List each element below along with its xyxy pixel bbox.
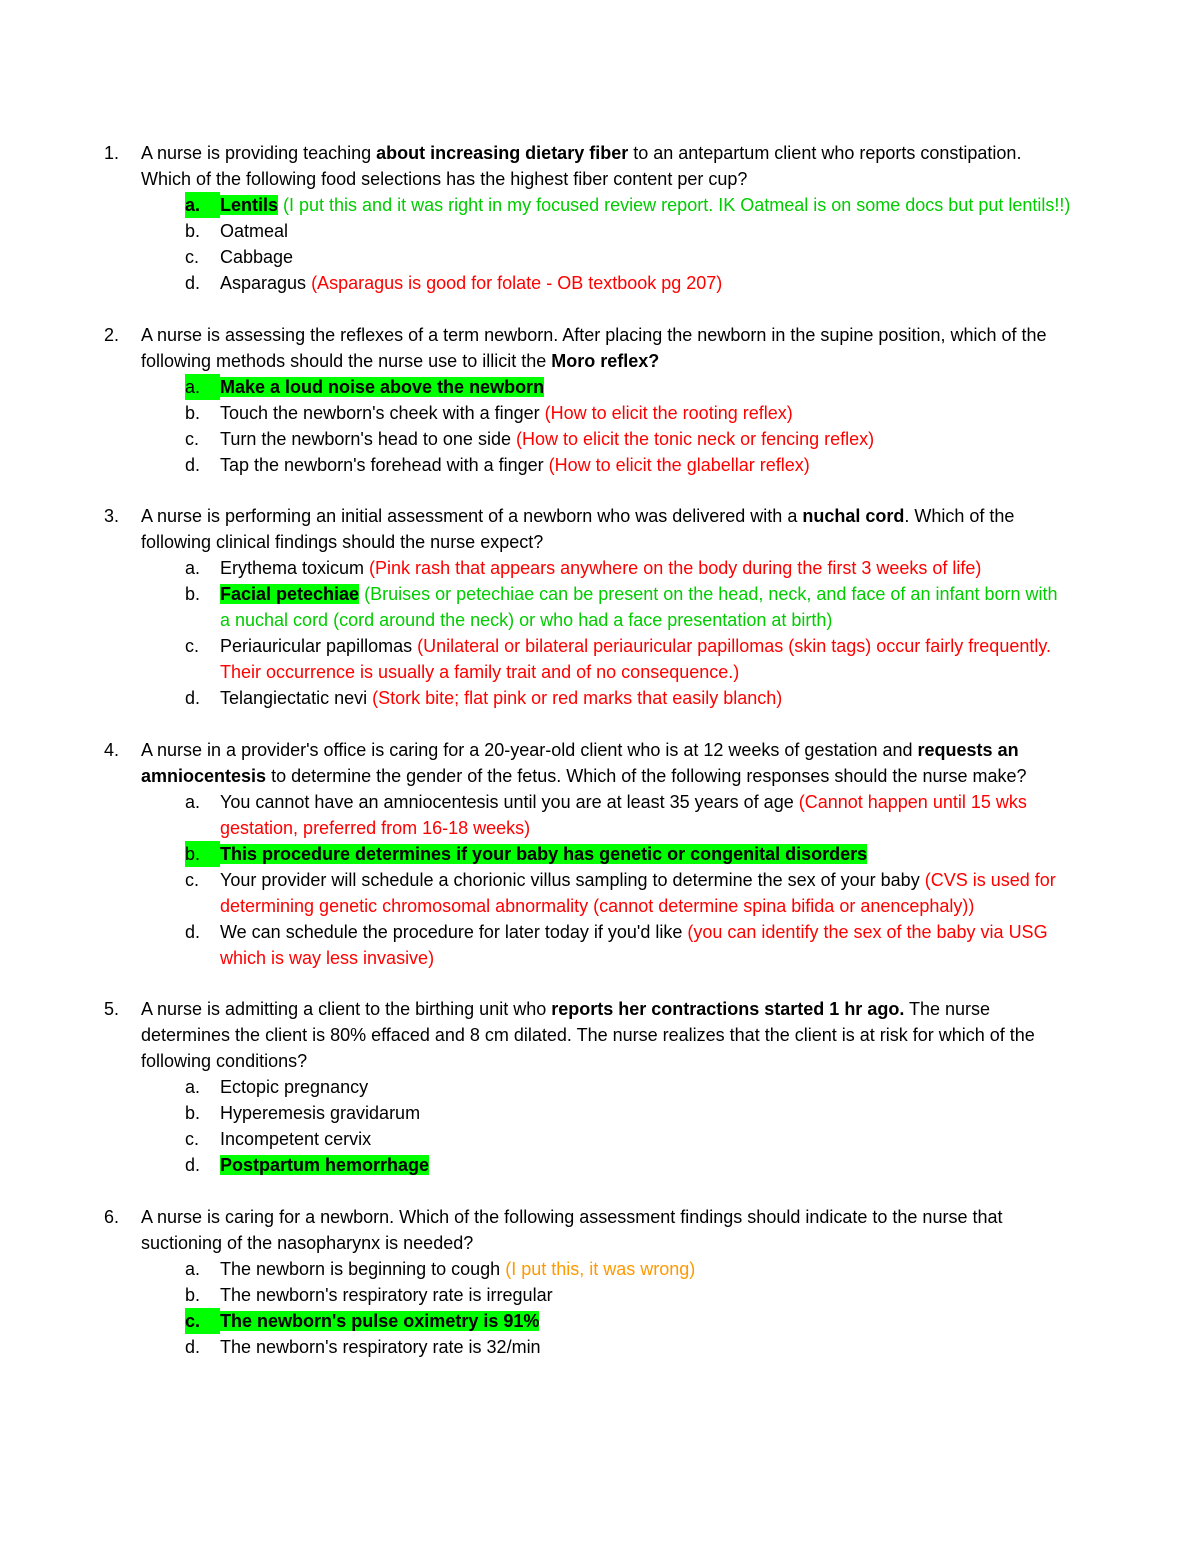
option-note: (Asparagus is good for folate - OB textbook pg 207) <box>311 273 723 293</box>
option-note: (Bruises or petechiae can be present on the head, neck, and face of an infant born with <box>359 584 1058 604</box>
option-b <box>220 1282 553 1308</box>
option-note: (I put this and it was right in my focused review report. IK Oatmeal is on some docs but put lentils!!) <box>278 195 1071 215</box>
option-c-continued <box>220 893 974 919</box>
stem-text: A nurse is caring for a newborn. Which of the following assessment findings should indicate to the nurse that <box>141 1207 1003 1227</box>
stem-text: suctioning of the nasopharynx is needed? <box>141 1233 474 1253</box>
option-a <box>220 1256 695 1282</box>
option-text: Asparagus <box>220 273 312 293</box>
question-number: 6. <box>104 1207 120 1227</box>
option-d-continued <box>220 945 434 971</box>
option-note: Their occurrence is usually a family trait and of no consequence.) <box>220 662 740 682</box>
option-text-correct: Make a loud noise above the newborn <box>220 377 545 397</box>
option-letter: b. <box>185 221 201 241</box>
stem-text: The nurse <box>904 999 991 1019</box>
option-a <box>220 192 1070 218</box>
question-stem-line <box>141 348 659 374</box>
option-text: Periauricular papillomas <box>220 636 418 656</box>
question-number: 1. <box>104 143 120 163</box>
option-note: (How to elicit the tonic neck or fencing reflex) <box>515 429 875 449</box>
option-letter: a. <box>185 1077 201 1097</box>
option-b <box>220 218 288 244</box>
option-text-correct: Facial petechiae <box>220 584 360 604</box>
option-text: Your provider will schedule a chorionic villus sampling to determine the sex of your baby <box>220 870 925 890</box>
option-c <box>220 1126 371 1152</box>
option-a <box>220 1074 368 1100</box>
option-text: You cannot have an amniocentesis until you are at least 35 years of age <box>220 792 799 812</box>
stem-emphasis: requests an <box>917 740 1019 760</box>
option-note: a nuchal cord (cord around the neck) or who had a face presentation at birth) <box>220 610 833 630</box>
option-text: We can schedule the procedure for later today if you'd like <box>220 922 688 942</box>
option-d <box>220 919 1048 945</box>
question-number: 2. <box>104 325 120 345</box>
option-text-correct: Postpartum hemorrhage <box>220 1155 430 1175</box>
option-note: (Cannot happen until 15 wks <box>798 792 1027 812</box>
stem-text: determines the client is 80% effaced and 8 cm dilated. The nurse realizes that the client is at risk for which of the <box>141 1025 1035 1045</box>
option-letter: b. <box>185 1103 201 1123</box>
option-text: Touch the newborn's cheek with a finger <box>220 403 545 423</box>
question-stem-line <box>141 140 1021 166</box>
stem-text: Which of the following food selections has the highest fiber content per cup? <box>141 169 748 189</box>
question-number: 5. <box>104 999 120 1019</box>
option-text: The newborn's respiratory rate is irregular <box>220 1285 553 1305</box>
option-text: Turn the newborn's head to one side <box>220 429 516 449</box>
option-a <box>220 374 544 400</box>
stem-emphasis: about increasing dietary fiber <box>376 143 629 163</box>
option-b <box>220 1100 420 1126</box>
option-letter: c. <box>185 636 200 656</box>
question-stem-line <box>141 737 1019 763</box>
option-text: The newborn is beginning to cough <box>220 1259 506 1279</box>
option-d <box>220 270 722 296</box>
option-text: Ectopic pregnancy <box>220 1077 369 1097</box>
option-b <box>220 841 867 867</box>
stem-text: A nurse in a provider's office is caring for a 20-year-old client who is at 12 weeks of gestation and <box>141 740 918 760</box>
option-letter: d. <box>185 455 201 475</box>
option-letter: b. <box>185 841 220 867</box>
option-letter: c. <box>185 1129 200 1149</box>
option-text: Incompetent cervix <box>220 1129 372 1149</box>
option-a-continued <box>220 815 530 841</box>
option-text-correct: The newborn's pulse oximetry is 91% <box>220 1311 540 1331</box>
option-text: Hyperemesis gravidarum <box>220 1103 421 1123</box>
option-text: Erythema toxicum <box>220 558 370 578</box>
option-c-continued <box>220 659 739 685</box>
stem-text: following conditions? <box>141 1051 308 1071</box>
option-note: (you can identify the sex of the baby via USG <box>687 922 1048 942</box>
option-text: Telangiectatic nevi <box>220 688 373 708</box>
option-letter: d. <box>185 1155 201 1175</box>
option-c <box>220 244 293 270</box>
stem-emphasis: reports her contractions started 1 hr ago. <box>551 999 905 1019</box>
option-c <box>220 633 1051 659</box>
option-note: (How to elicit the glabellar reflex) <box>548 455 810 475</box>
option-d <box>220 1334 541 1360</box>
option-letter: c. <box>185 429 200 449</box>
option-note: (Pink rash that appears anywhere on the body during the first 3 weeks of life) <box>369 558 982 578</box>
option-b <box>220 400 793 426</box>
question-stem-line <box>141 1022 1035 1048</box>
option-note: determining genetic chromosomal abnormality (cannot determine spina bifida or anencephaly)) <box>220 896 975 916</box>
question-stem-line <box>141 1230 473 1256</box>
option-letter: c. <box>185 247 200 267</box>
option-text: The newborn's respiratory rate is 32/min <box>220 1337 541 1357</box>
option-c <box>220 867 1056 893</box>
option-letter: c. <box>185 870 200 890</box>
stem-text: A nurse is assessing the reflexes of a term newborn. After placing the newborn in the supine position, which of the <box>141 325 1047 345</box>
option-d <box>220 1152 429 1178</box>
question-stem-line <box>141 1048 307 1074</box>
option-letter: c. <box>185 1308 220 1334</box>
option-text: Cabbage <box>220 247 294 267</box>
stem-emphasis: Moro reflex? <box>551 351 660 371</box>
option-letter: b. <box>185 403 201 423</box>
option-text-correct: This procedure determines if your baby has genetic or congenital disorders <box>220 844 868 864</box>
option-text: Tap the newborn's forehead with a finger <box>220 455 549 475</box>
option-letter: a. <box>185 374 220 400</box>
stem-text: A nurse is performing an initial assessment of a newborn who was delivered with a <box>141 506 803 526</box>
option-c <box>220 426 874 452</box>
option-text: Oatmeal <box>220 221 289 241</box>
stem-emphasis: amniocentesis <box>141 766 267 786</box>
option-d <box>220 685 782 711</box>
option-note: (Stork bite; flat pink or red marks that easily blanch) <box>372 688 783 708</box>
option-letter: d. <box>185 273 201 293</box>
stem-text: following clinical findings should the nurse expect? <box>141 532 544 552</box>
option-letter: a. <box>185 558 201 578</box>
question-stem-line <box>141 166 747 192</box>
question-stem-line <box>141 503 1014 529</box>
option-letter: d. <box>185 1337 201 1357</box>
stem-text: following methods should the nurse use to illicit the <box>141 351 552 371</box>
option-letter: b. <box>185 1285 201 1305</box>
option-a <box>220 555 981 581</box>
stem-text: A nurse is admitting a client to the birthing unit who <box>141 999 552 1019</box>
option-letter: a. <box>185 192 220 218</box>
option-b <box>220 581 1058 607</box>
option-letter: a. <box>185 792 201 812</box>
option-note: (Unilateral or bilateral periauricular papillomas (skin tags) occur fairly frequently. <box>417 636 1052 656</box>
question-stem-line <box>141 763 1027 789</box>
option-note: gestation, preferred from 16-18 weeks) <box>220 818 531 838</box>
question-stem-line <box>141 996 990 1022</box>
option-d <box>220 452 810 478</box>
option-c <box>220 1308 539 1334</box>
question-stem-line <box>141 322 1047 348</box>
question-stem-line <box>141 529 543 555</box>
stem-text: to determine the gender of the fetus. Which of the following responses should the nurse make? <box>266 766 1027 786</box>
option-letter: d. <box>185 922 201 942</box>
stem-text: to an antepartum client who reports constipation. <box>628 143 1022 163</box>
stem-emphasis: nuchal cord <box>802 506 905 526</box>
option-text-correct: Lentils <box>220 195 279 215</box>
stem-text: A nurse is providing teaching <box>141 143 377 163</box>
option-note: (How to elicit the rooting reflex) <box>544 403 793 423</box>
option-note: (I put this, it was wrong) <box>505 1259 696 1279</box>
option-letter: b. <box>185 584 201 604</box>
question-number: 3. <box>104 506 120 526</box>
option-letter: d. <box>185 688 201 708</box>
option-letter: a. <box>185 1259 201 1279</box>
question-number: 4. <box>104 740 120 760</box>
option-note: (CVS is used for <box>924 870 1056 890</box>
question-stem-line <box>141 1204 1002 1230</box>
stem-text: . Which of the <box>904 506 1015 526</box>
option-note: which is way less invasive) <box>220 948 435 968</box>
option-b-continued <box>220 607 832 633</box>
option-a <box>220 789 1027 815</box>
